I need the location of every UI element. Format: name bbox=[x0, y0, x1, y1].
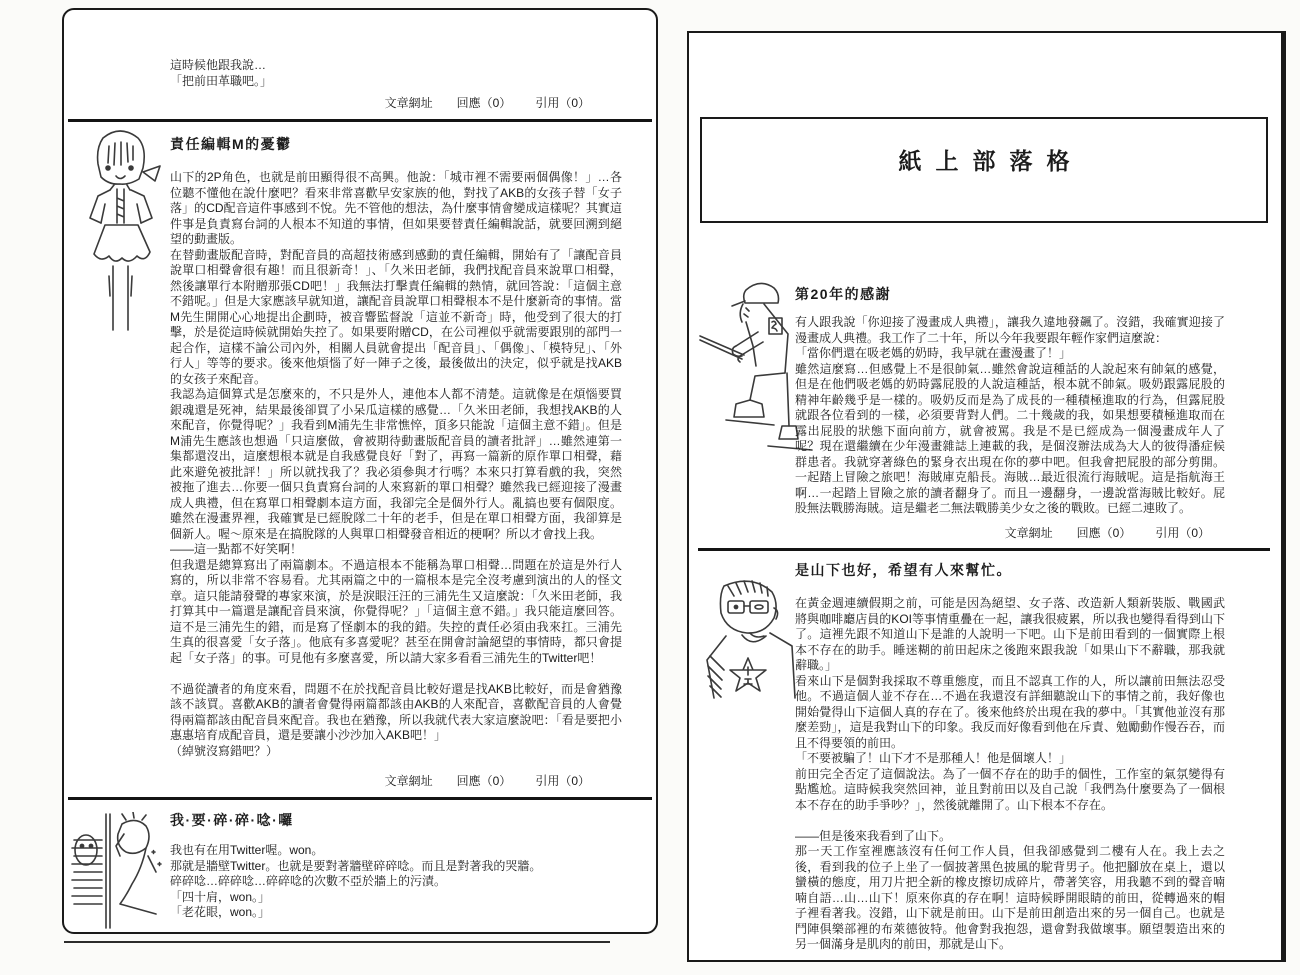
paragraph: 「當你們還在吸老媽的奶時，我早就在畫漫畫了！」 bbox=[795, 346, 1072, 360]
post-title-editor-m: 責任編輯M的憂鬱 bbox=[170, 136, 292, 152]
divider-rule bbox=[698, 548, 1270, 551]
permalink-label: 文章網址 bbox=[1004, 526, 1053, 540]
meta-bar bbox=[795, 524, 1210, 541]
meta-bar bbox=[170, 772, 590, 789]
paragraph: 那就是牆壁Twitter。也就是要對著牆壁碎碎唸。而且是對著我的哭牆。 bbox=[170, 858, 542, 873]
comments-count: 回應（0） bbox=[1076, 526, 1132, 540]
post-title-thanks: 第20年的感謝 bbox=[795, 286, 892, 302]
page-header-box bbox=[700, 117, 1268, 223]
post-body-thanks bbox=[795, 315, 1225, 517]
paragraph: 雖然這麼寫…但感覺上不是很帥氣…雖然會說這種話的人說起來有帥氣的感覺，但是在他們吸老媽的奶時露屁股的人說這種話，根本就不帥氣。吸奶跟露屁股的精神年齡幾乎是一樣的。吸奶反而是為了成長的一種積極進取的行為，但露屁股就跟各位看到的一樣，必須要背對人們。二十幾歲的我，如果想要積極進取而在露出屁股的狀態下面向前方，就會被罵。我是不是已經成為一個漫畫成年人了呢？現在還繼續在少年漫畫雜誌上連載的我，是個沒辦法成為大人的彼得潘症候群患者。我就穿著綠色的緊身衣出現在你的夢中吧。但我會把屁股的部分剪開。一起踏上冒險之旅吧！海賊庫克船長。海賊…最近很流行海賊呢。這是指航海王啊…一起踏上冒險之旅的讀者翻身了。而且一邊翻身，一邊說當海賊比較好。屁股無法戰勝海賊。這是繼老二無法戰勝美少女之後的戰敗。已經二連敗了。 bbox=[795, 361, 1225, 515]
trackback-count: 引用（0） bbox=[1155, 526, 1210, 540]
paragraph: 不過從讀者的角度來看，問題不在於找配音員比較好還是找AKB比較好，而是會猶豫該不該買。喜歡AKB的讀者會覺得兩篇都該由AKB的人來配音，喜歡配音員的人會覺得兩篇都該由配音員來配音。我也在猶豫，所以我就代表大家這麼說吧：「看是要把小惠惠培育成配音員，還是要讓小沙沙加入AKB吧！」 bbox=[170, 681, 622, 742]
post-body-mutter bbox=[170, 843, 622, 921]
post-title-yamashita: 是山下也好，希望有人來幫忙。 bbox=[795, 562, 1012, 578]
previous-post-tail bbox=[170, 58, 610, 89]
divider-rule bbox=[68, 797, 652, 800]
paragraph: 「不要被騙了！山下才不是那種人！他是個壞人！」 bbox=[795, 751, 1072, 765]
paragraph: 這時候他跟我說… bbox=[170, 58, 267, 72]
paragraph: 在替動畫版配音時，對配音員的高超技術感到感動的責任編輯，開始有了「讓配音員說單口相聲會很有趣！而且很新奇！」、「久米田老師，我們找配音員來說單口相聲，然後讓單行本附贈那張CD吧！」我無法打擊責任編輯的熱情，就回答說：「這個主意不錯呢。」但是大家應該早就知道，讓配音員說單口相聲根本不是什麼新奇的事情。當M先生開開心心地提出企劃時，被音響監督說「這並不新奇」時，他受到了很大的打擊，於是從這時候就開始失控了。如果要附贈CD，在公司裡似乎就需要跟別的部門一起合作，這樣不論公司內外，相關人員就會提出「配音員」、「偶像」、「模特兒」、「外行人」等等的要求。後來他煩惱了好一陣子之後，最後做出的決定，似乎就是找AKB的女孩子來配音。 bbox=[170, 247, 622, 386]
girl-holding-recorder-illustration bbox=[70, 126, 172, 344]
paragraph: ——但是後來我看到了山下。 bbox=[795, 828, 952, 843]
paragraph: （綽號沒寫錯吧？） bbox=[170, 743, 279, 758]
post-body-yamashita bbox=[795, 596, 1225, 953]
paragraph: 「把前田革職吧。」 bbox=[170, 73, 273, 88]
person-sobbing-at-wall-illustration bbox=[64, 812, 174, 932]
paragraph: 有人跟我說「你迎接了漫畫成人典禮」，讓我久違地發飆了。沒錯，我確實迎接了漫畫成人典禮。我工作了二十年，所以今年我要跟年輕作家們這麼說： bbox=[795, 315, 1225, 345]
paragraph bbox=[170, 666, 622, 682]
paragraph bbox=[795, 813, 1225, 829]
trackback-count: 引用（0） bbox=[535, 774, 590, 788]
paragraph: 「四十肩，won。」 bbox=[170, 889, 271, 904]
permalink-label: 文章網址 bbox=[384, 774, 433, 788]
paragraph: 我也有在用Twitter喔。won。 bbox=[170, 843, 324, 857]
paragraph: 在黃金週連續假期之前，可能是因為絕望、女子落、改造新人類新裝版、戰國武將與咖啡廳店員的KOI等事情重疊在一起，讓我很疲累，所以我也變得看得到山下了。這裡先跟不知道山下是誰的人說明一下吧。山下是前田看到的一個實際上根本不存在的助手。睡迷糊的前田起床之後跑來跟我說「如果山下不辭職，那我就辭職。」 bbox=[795, 596, 1225, 672]
post-title-mutter: 我·要·碎·碎·唸·囉 bbox=[170, 812, 294, 828]
divider-rule bbox=[68, 119, 652, 122]
paragraph: 那一天工作室裡應該沒有任何工作人員，但我卻感覺到二樓有人在。我上去之後，看到我的位子上坐了一個披著黑色披風的駝背男子。他把腳放在桌上，還以蠻橫的態度，用刀片把全新的橡皮擦切成碎片，帶著笑容，用我聽不到的聲音喃喃自語…山…山下！原來你真的存在啊！這時候睜開眼睛的前田，從轉過來的帽子裡看著我。沒錯，山下就是前田。山下是前田創造出來的另一個自己。也就是鬥陣俱樂部裡的布萊德彼特。他會對我抱怨，還會對我做壞事。願望製造出來的另一個滿身是肌肉的前田，那就是山下。 bbox=[795, 844, 1225, 951]
paragraph: 「老花眼，won。」 bbox=[170, 905, 271, 919]
trackback-count: 引用（0） bbox=[535, 96, 590, 110]
comments-count: 回應（0） bbox=[456, 96, 512, 110]
paragraph: 前田完全否定了這個說法。為了一個不存在的助手的個性，工作室的氣氛變得有點尷尬。這時候我突然回神，並且對前田以及自己說「我們為什麼要為了一個根本不存在的助手爭吵？」，然後就離開了。山下根本不存在。 bbox=[795, 766, 1225, 812]
meta-bar bbox=[170, 94, 590, 111]
paragraph: 山下的2P角色，也就是前田顯得很不高興。他說：「城市裡不需要兩個偶像！」…各位聽不懂他在說什麼吧？看來非常喜歡早安家族的他，對找了AKB的女孩子替「女子落」的CD配音這件事感到不悅。先不管他的想法，為什麼事情會變成這樣呢？其實這件事是負責寫台詞的人根本不知道的事情，但如果要替責任編輯說話，就要回溯到絕望的動畫版。 bbox=[170, 170, 622, 246]
post-body-editor-m bbox=[170, 170, 622, 759]
paragraph: 碎碎唸…碎碎唸…碎碎唸的次數不亞於牆上的污漬。 bbox=[170, 874, 447, 888]
paragraph: ——這一點都不好笑啊！ bbox=[170, 542, 303, 556]
page-header-title: 紙上部落格 bbox=[898, 147, 1084, 174]
paragraph: 但我還是總算寫出了兩篇劇本。不過這根本不能稱為單口相聲…問題在於這是外行人寫的，所以非常不容易看。尤其兩篇之中的一篇根本是完全沒考慮到演出的人的怪文章。這只能請發聲的專家來演，於是淚眼汪汪的三浦先生又這麼說：「久米田老師，我打算其中一篇還是讓配音員來演，你覺得呢？」「這個主意不錯。」我只能這麼回答。這不是三浦先生的錯，而是寫了怪劇本的我的錯。失控的責任必須由我來扛。三浦先生真的很喜愛「女子落」。他底有多喜愛呢？甚至在開會討論絕望的事情時，都只會提起「女子落」的事。可見他有多麼喜愛，所以請大家多看看三浦先生的Twitter吧！ bbox=[170, 557, 622, 665]
paragraph: 我認為這個算式是怎麼來的，不只是外人，連他本人都不清楚。這就像是在煩惱要買銀魂還是死神，結果最後卻買了小呆瓜這樣的感覺…「久米田老師，我想找AKB的人來配音，你覺得呢？」我看到M浦先生非常憔悴，頂多只能說「這個主意不錯」。但是M浦先生應該也想過「只這麼做，會被期待動畫版配音員的讀者批評」…雖然連第一集都還沒出，這麼想根本就是自我感覺良好「對了，再寫一篇新的原作單口相聲，藉此來避免被批評！」所以就找我了？我必須參與才行嗎？本來只打算看戲的我，突然被拖了進去…你要一個只負責寫台詞的人來寫新的單口相聲？雖然我已經迎接了漫畫成人典禮，但在寫單口相聲劇本這方面，我卻完全是個外行人。亂搞也要有個限度。雖然在漫畫界裡，我確實是已經脫隊二十年的老手，但是在單口相聲方面，我卻算是個新人。喔～原來是在搞脫隊的人與單口相聲發音相近的梗啊？所以才會找上我。 bbox=[170, 387, 622, 541]
comments-count: 回應（0） bbox=[456, 774, 512, 788]
scan-edge-line bbox=[64, 941, 610, 943]
permalink-label: 文章網址 bbox=[384, 96, 433, 110]
paragraph: 看來山下是個對我採取不尊重態度，而且不認真工作的人，所以讓前田無法忍受他。不過這個人並不存在…不過在我還沒有詳細聽說山下的事情之前，我好像也開始覺得山下這個人真的存在了。後來他終於出現在我的夢中。「其實他並沒有那麼差勁」，這是我對山下的印象。我反而好像看到他在斥責、勉勵動作慢吞吞，而且不得要領的前田。 bbox=[795, 673, 1225, 750]
